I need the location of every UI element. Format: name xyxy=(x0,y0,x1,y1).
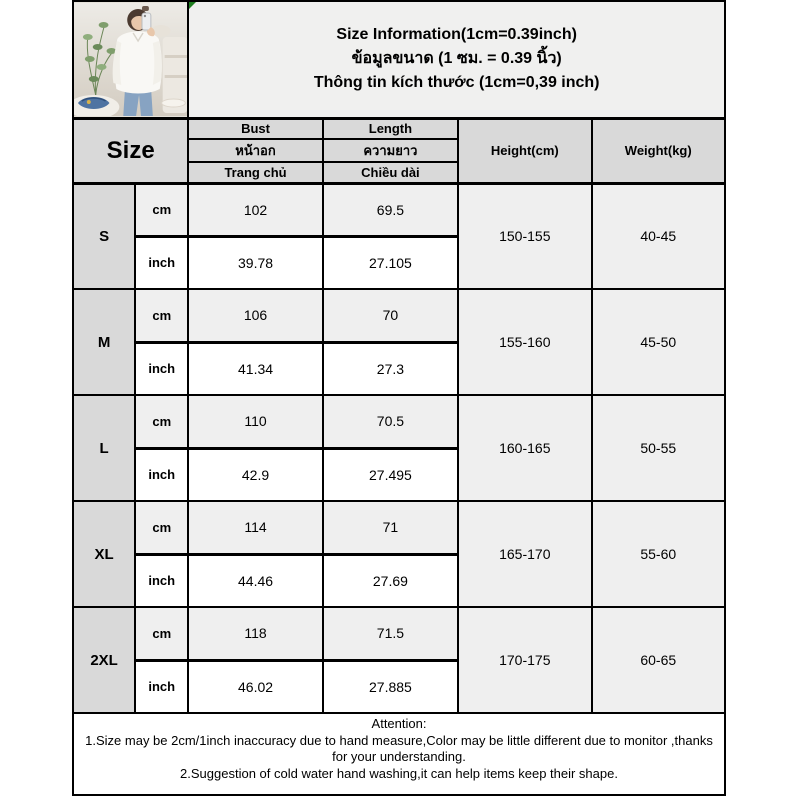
unit-inch-label: inch xyxy=(135,660,188,713)
attention-line-1: 1.Size may be 2cm/1inch inaccuracy due to hand measure,Color may be little different due to monitor ,thanks for your understanding. xyxy=(85,732,713,764)
title-english: Size Information(1cm=0.39inch) xyxy=(336,26,577,44)
length-inch-value: 27.105 xyxy=(323,236,458,289)
unit-inch-label: inch xyxy=(135,448,188,501)
size-chart-table xyxy=(72,0,726,796)
unit-inch-label: inch xyxy=(135,236,188,289)
weight-range-value: 55-60 xyxy=(592,501,726,607)
bust-cm-value: 102 xyxy=(188,183,322,236)
unit-cm-label: cm xyxy=(135,501,188,554)
unit-cm-label: cm xyxy=(135,607,188,660)
product-photo-cell xyxy=(73,1,188,118)
table-row xyxy=(73,501,725,554)
length-header-th: ความยาว xyxy=(323,139,458,162)
length-inch-value: 27.885 xyxy=(323,660,458,713)
bust-header-th: หน้าอก xyxy=(188,139,322,162)
size-label-s: S xyxy=(73,183,135,289)
unit-cm-label: cm xyxy=(135,289,188,342)
weight-range-value: 50-55 xyxy=(592,395,726,501)
length-inch-value: 27.495 xyxy=(323,448,458,501)
weight-range-value: 40-45 xyxy=(592,183,726,289)
length-inch-value: 27.3 xyxy=(323,342,458,395)
hair-clip xyxy=(142,6,149,11)
bust-cm-value: 114 xyxy=(188,501,322,554)
height-range-value: 165-170 xyxy=(458,501,591,607)
bust-inch-value: 46.02 xyxy=(188,660,322,713)
height-column-header: Height(cm) xyxy=(458,118,591,183)
table-row xyxy=(73,183,725,236)
size-column-header: Size xyxy=(73,118,188,183)
phone xyxy=(142,13,151,30)
height-range-value: 170-175 xyxy=(458,607,591,713)
unit-inch-label: inch xyxy=(135,342,188,395)
size-label-m: M xyxy=(73,289,135,395)
bust-inch-value: 44.46 xyxy=(188,554,322,607)
weight-range-value: 45-50 xyxy=(592,289,726,395)
bust-inch-value: 39.78 xyxy=(188,236,322,289)
size-label-l: L xyxy=(73,395,135,501)
size-chart-sheet xyxy=(72,0,727,796)
title-cell xyxy=(188,1,725,118)
unit-cm-label: cm xyxy=(135,183,188,236)
length-header-en: Length xyxy=(323,118,458,139)
bust-cm-value: 110 xyxy=(188,395,322,448)
length-cm-value: 70 xyxy=(323,289,458,342)
length-cm-value: 70.5 xyxy=(323,395,458,448)
bust-header-vi: Trang chủ xyxy=(188,162,322,183)
product-photo xyxy=(74,3,187,116)
weight-column-header: Weight(kg) xyxy=(592,118,726,183)
title-thai: ข้อมูลขนาด (1 ซม. = 0.39 นิ้ว) xyxy=(351,50,562,68)
bust-header-en: Bust xyxy=(188,118,322,139)
attention-box xyxy=(73,713,725,795)
unit-inch-label: inch xyxy=(135,554,188,607)
title-vietnamese: Thông tin kích thước (1cm=0,39 inch) xyxy=(313,74,600,92)
height-range-value: 150-155 xyxy=(458,183,591,289)
length-cm-value: 71 xyxy=(323,501,458,554)
height-range-value: 155-160 xyxy=(458,289,591,395)
bust-inch-value: 41.34 xyxy=(188,342,322,395)
table-row xyxy=(73,395,725,448)
green-corner-marker-icon xyxy=(189,2,196,9)
length-inch-value: 27.69 xyxy=(323,554,458,607)
bust-inch-value: 42.9 xyxy=(188,448,322,501)
weight-range-value: 60-65 xyxy=(592,607,726,713)
size-label-xl: XL xyxy=(73,501,135,607)
size-label-2xl: 2XL xyxy=(73,607,135,713)
table-row xyxy=(73,607,725,660)
length-cm-value: 71.5 xyxy=(323,607,458,660)
table-row xyxy=(73,289,725,342)
height-range-value: 160-165 xyxy=(458,395,591,501)
attention-line-2: 2.Suggestion of cold water hand washing,it can help items keep their shape. xyxy=(180,765,618,781)
attention-title: Attention: xyxy=(371,716,427,731)
length-cm-value: 69.5 xyxy=(323,183,458,236)
bust-cm-value: 118 xyxy=(188,607,322,660)
unit-cm-label: cm xyxy=(135,395,188,448)
bust-cm-value: 106 xyxy=(188,289,322,342)
length-header-vi: Chiều dài xyxy=(323,162,458,183)
